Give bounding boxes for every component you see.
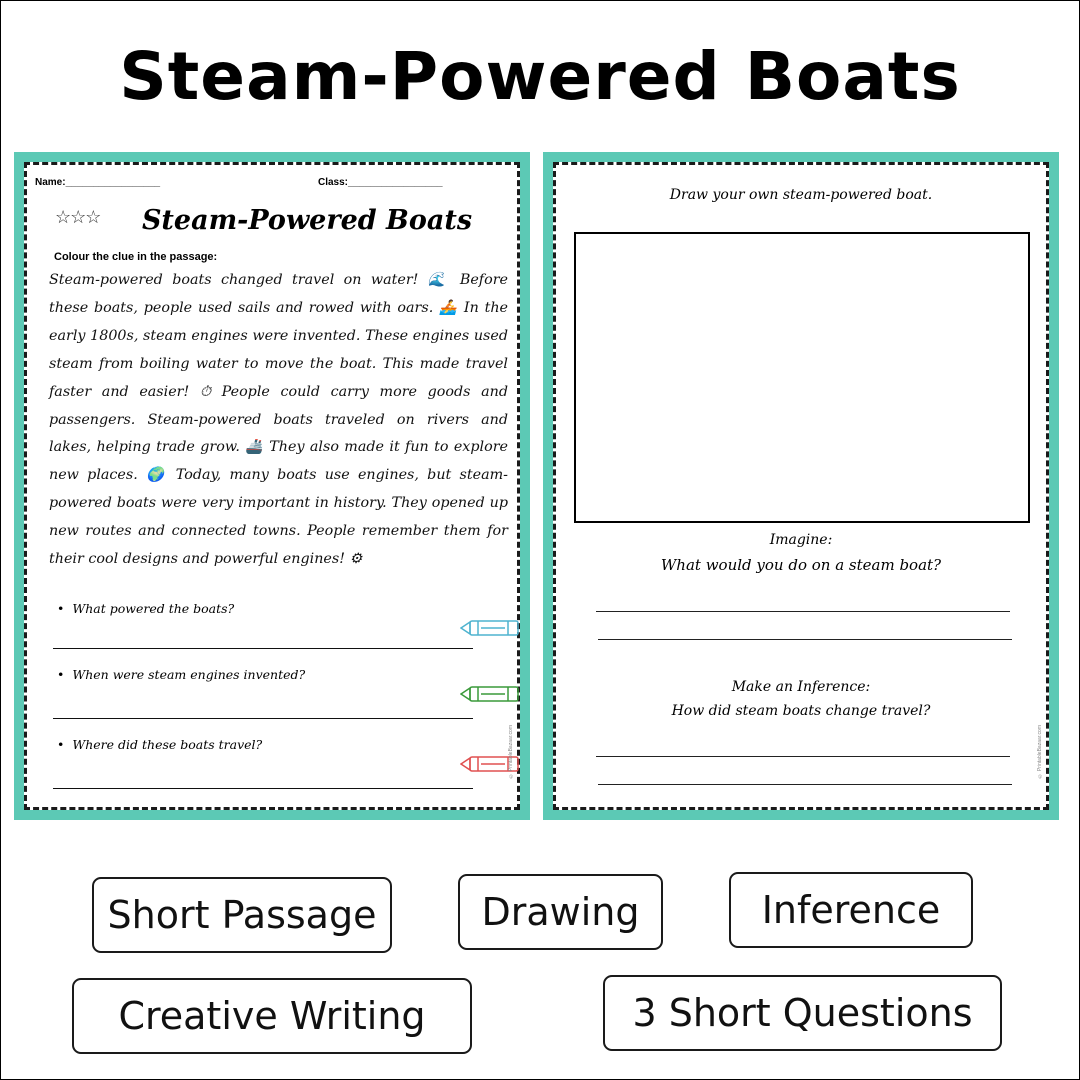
answer-line-1[interactable]	[53, 648, 473, 649]
answer-line-2[interactable]	[53, 718, 473, 719]
activity-preview	[543, 152, 1059, 820]
imagine-answer-line-1[interactable]	[596, 611, 1010, 612]
worksheet-page	[24, 162, 520, 810]
tag-inference: Inference	[729, 872, 973, 948]
page-title: Steam-Powered Boats	[119, 38, 961, 115]
inference-answer-line-2[interactable]	[598, 784, 1012, 785]
imagine-answer-line-2[interactable]	[598, 639, 1012, 640]
crayon-icon-blue	[460, 620, 522, 636]
draw-prompt: Draw your own steam-powered boat.	[669, 187, 933, 203]
tag-creative-writing: Creative Writing	[72, 978, 472, 1054]
activity-page	[553, 162, 1049, 810]
question-3: • Where did these boats travel?	[57, 737, 262, 752]
tag-drawing: Drawing	[458, 874, 663, 950]
inference-question: How did steam boats change travel?	[671, 703, 931, 719]
star-rating-icon: ☆☆☆	[55, 207, 101, 227]
class-field-label: Class:_________________	[318, 177, 443, 188]
inference-answer-line-1[interactable]	[596, 756, 1010, 757]
question-2: • When were steam engines invented?	[57, 667, 305, 682]
reading-passage: Steam-powered boats changed travel on water! 🌊 Before these boats, people used sails and rowed with oars. 🚣 In the early 1800s, steam engines were invented. These engines used steam from boiling water to move the boat. This made travel faster and easier! ⏱ People could carry more goods and passengers. Steam-powered boats traveled on rivers and lakes, helping trade grow. 🚢 They also made it fun to explore new places. 🌍 Today, many boats use engines, but steam-powered boats were very important in history. They opened up new routes and connected towns. People remember them for their cool designs and powerful engines! ⚙	[49, 272, 508, 568]
answer-line-3[interactable]	[53, 788, 473, 789]
imagine-question: What would you do on a steam boat?	[660, 556, 942, 574]
crayon-icon-green	[460, 686, 522, 702]
imagine-label: Imagine:	[769, 532, 833, 548]
inference-label: Make an Inference:	[731, 679, 871, 695]
copyright-note: © PrintableBazaar.com	[1037, 725, 1043, 779]
worksheet-title: Steam-Powered Boats	[141, 205, 473, 236]
question-1: • What powered the boats?	[57, 601, 234, 616]
worksheet-preview	[14, 152, 530, 820]
tag-3-short-questions: 3 Short Questions	[603, 975, 1002, 1051]
drawing-box[interactable]	[574, 232, 1030, 523]
copyright-note: © PrintableBazaar.com	[508, 725, 514, 779]
name-field-label: Name:_________________	[35, 177, 161, 188]
tag-short-passage: Short Passage	[92, 877, 392, 953]
clue-instruction: Colour the clue in the passage:	[54, 251, 218, 263]
